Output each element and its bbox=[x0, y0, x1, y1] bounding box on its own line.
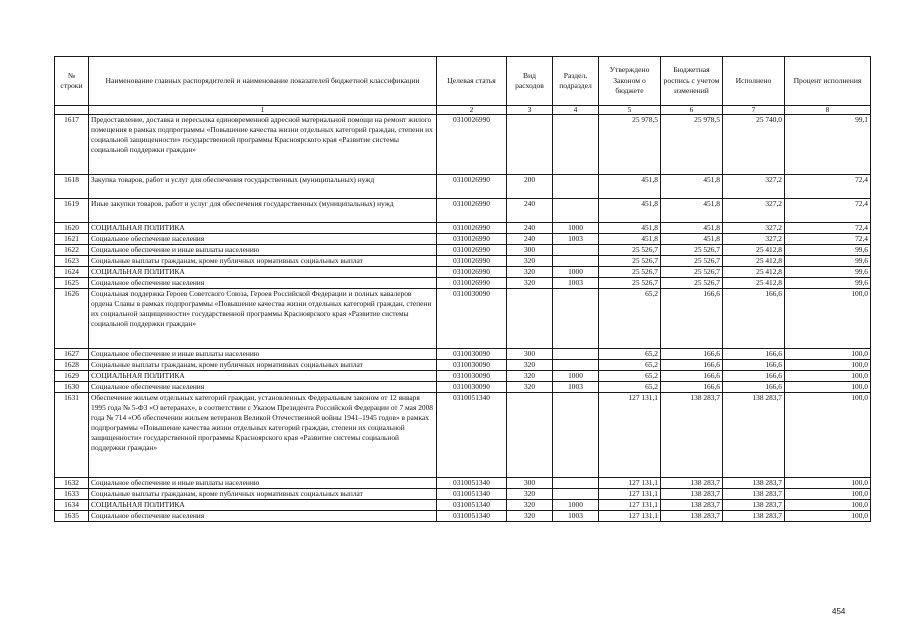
percent-cell: 100,0 bbox=[785, 289, 871, 349]
expense-type-cell: 320 bbox=[507, 267, 553, 278]
schedule-cell: 25 526,7 bbox=[661, 256, 723, 267]
executed-cell: 166,6 bbox=[723, 360, 785, 371]
header-expense-type: Вид расходов bbox=[507, 57, 553, 106]
name-cell: Социальные выплаты гражданам, кроме публичных нормативных социальных выплат bbox=[89, 360, 437, 371]
column-number: 6 bbox=[661, 106, 723, 115]
percent-cell: 72,4 bbox=[785, 234, 871, 245]
table-row bbox=[55, 115, 871, 175]
approved-cell: 25 526,7 bbox=[599, 267, 661, 278]
schedule-cell: 138 283,7 bbox=[661, 489, 723, 500]
expense-type-cell: 320 bbox=[507, 360, 553, 371]
column-number bbox=[55, 106, 89, 115]
percent-cell: 99,6 bbox=[785, 256, 871, 267]
name-cell: Социальное обеспечение населения bbox=[89, 511, 437, 522]
schedule-cell: 25 978,5 bbox=[661, 115, 723, 175]
section-cell bbox=[553, 478, 599, 489]
approved-cell: 25 526,7 bbox=[599, 256, 661, 267]
schedule-cell: 138 283,7 bbox=[661, 500, 723, 511]
name-cell: Социальная поддержка Героев Советского Союза, Героев Российской Федерации и полных кавалеров ордена Славы в рамках подпрограммы «Повышение качества жизни отдельных категорий граждан, степени их социальной защищенности» государственной программы Красноярского края «Развитие системы социальной поддержки граждан» bbox=[89, 289, 437, 349]
name-cell: СОЦИАЛЬНАЯ ПОЛИТИКА bbox=[89, 500, 437, 511]
schedule-cell: 166,6 bbox=[661, 371, 723, 382]
schedule-cell: 166,6 bbox=[661, 289, 723, 349]
row-number-cell: 1621 bbox=[55, 234, 89, 245]
header-row bbox=[55, 57, 871, 106]
table-row bbox=[55, 478, 871, 489]
table-row bbox=[55, 500, 871, 511]
percent-cell: 100,0 bbox=[785, 500, 871, 511]
row-number-cell: 1619 bbox=[55, 199, 89, 223]
expense-type-cell: 240 bbox=[507, 234, 553, 245]
row-number-cell: 1634 bbox=[55, 500, 89, 511]
expense-type-cell: 300 bbox=[507, 349, 553, 360]
name-cell: Социальное обеспечение и иные выплаты населению bbox=[89, 245, 437, 256]
name-cell: Социальное обеспечение населения bbox=[89, 278, 437, 289]
row-number-cell: 1627 bbox=[55, 349, 89, 360]
expense-type-cell bbox=[507, 393, 553, 478]
approved-cell: 25 978,5 bbox=[599, 115, 661, 175]
section-cell bbox=[553, 393, 599, 478]
percent-cell: 72,4 bbox=[785, 223, 871, 234]
row-number-cell: 1628 bbox=[55, 360, 89, 371]
column-number: 8 bbox=[785, 106, 871, 115]
schedule-cell: 451,8 bbox=[661, 234, 723, 245]
row-number-cell: 1635 bbox=[55, 511, 89, 522]
approved-cell: 65,2 bbox=[599, 360, 661, 371]
percent-cell: 99,6 bbox=[785, 278, 871, 289]
column-number: 3 bbox=[507, 106, 553, 115]
expense-type-cell: 320 bbox=[507, 256, 553, 267]
executed-cell: 138 283,7 bbox=[723, 489, 785, 500]
expense-type-cell bbox=[507, 115, 553, 175]
target-article-cell: 0310026990 bbox=[437, 199, 507, 223]
table-row bbox=[55, 371, 871, 382]
row-number-cell: 1633 bbox=[55, 489, 89, 500]
target-article-cell: 0310026990 bbox=[437, 245, 507, 256]
percent-cell: 99,6 bbox=[785, 245, 871, 256]
percent-cell: 100,0 bbox=[785, 349, 871, 360]
row-number-cell: 1630 bbox=[55, 382, 89, 393]
table-row bbox=[55, 234, 871, 245]
section-cell bbox=[553, 349, 599, 360]
section-cell bbox=[553, 360, 599, 371]
name-cell: Социальные выплаты гражданам, кроме публичных нормативных социальных выплат bbox=[89, 489, 437, 500]
approved-cell: 127 131,1 bbox=[599, 489, 661, 500]
header-schedule: Бюджетная роспись с учетом изменений bbox=[661, 57, 723, 106]
target-article-cell: 0310051340 bbox=[437, 500, 507, 511]
budget-report-sheet bbox=[54, 56, 870, 522]
name-cell: Социальное обеспечение населения bbox=[89, 382, 437, 393]
executed-cell: 138 283,7 bbox=[723, 511, 785, 522]
page-number: 454 bbox=[832, 607, 846, 616]
section-cell bbox=[553, 199, 599, 223]
percent-cell: 100,0 bbox=[785, 489, 871, 500]
percent-cell: 99,1 bbox=[785, 115, 871, 175]
schedule-cell: 451,8 bbox=[661, 199, 723, 223]
column-number: 1 bbox=[89, 106, 437, 115]
name-cell: Социальное обеспечение и иные выплаты населению bbox=[89, 478, 437, 489]
percent-cell: 100,0 bbox=[785, 382, 871, 393]
section-cell: 1000 bbox=[553, 371, 599, 382]
row-number-cell: 1626 bbox=[55, 289, 89, 349]
expense-type-cell: 320 bbox=[507, 511, 553, 522]
column-number-row bbox=[55, 106, 871, 115]
name-cell: Социальное обеспечение населения bbox=[89, 234, 437, 245]
target-article-cell: 0310051340 bbox=[437, 478, 507, 489]
executed-cell: 138 283,7 bbox=[723, 393, 785, 478]
executed-cell: 166,6 bbox=[723, 382, 785, 393]
schedule-cell: 138 283,7 bbox=[661, 478, 723, 489]
header-executed: Исполнено bbox=[723, 57, 785, 106]
target-article-cell: 0310026990 bbox=[437, 234, 507, 245]
column-number: 5 bbox=[599, 106, 661, 115]
target-article-cell: 0310030090 bbox=[437, 349, 507, 360]
target-article-cell: 0310026990 bbox=[437, 267, 507, 278]
target-article-cell: 0310026990 bbox=[437, 175, 507, 199]
section-cell bbox=[553, 175, 599, 199]
target-article-cell: 0310030090 bbox=[437, 360, 507, 371]
header-approved: Утверждено Законом о бюджете bbox=[599, 57, 661, 106]
executed-cell: 327,2 bbox=[723, 199, 785, 223]
table-row bbox=[55, 278, 871, 289]
percent-cell: 72,4 bbox=[785, 175, 871, 199]
table-row bbox=[55, 199, 871, 223]
table-row bbox=[55, 223, 871, 234]
table-row bbox=[55, 360, 871, 371]
table-row bbox=[55, 349, 871, 360]
executed-cell: 327,2 bbox=[723, 223, 785, 234]
expense-type-cell: 300 bbox=[507, 478, 553, 489]
approved-cell: 451,8 bbox=[599, 223, 661, 234]
target-article-cell: 0310051340 bbox=[437, 511, 507, 522]
percent-cell: 100,0 bbox=[785, 371, 871, 382]
expense-type-cell: 240 bbox=[507, 223, 553, 234]
section-cell: 1003 bbox=[553, 511, 599, 522]
percent-cell: 72,4 bbox=[785, 199, 871, 223]
table-row bbox=[55, 393, 871, 478]
percent-cell: 100,0 bbox=[785, 360, 871, 371]
section-cell: 1000 bbox=[553, 223, 599, 234]
table-row bbox=[55, 511, 871, 522]
approved-cell: 127 131,1 bbox=[599, 511, 661, 522]
executed-cell: 25 412,8 bbox=[723, 256, 785, 267]
approved-cell: 451,8 bbox=[599, 234, 661, 245]
executed-cell: 25 412,8 bbox=[723, 245, 785, 256]
budget-execution-table bbox=[54, 56, 871, 522]
schedule-cell: 25 526,7 bbox=[661, 278, 723, 289]
approved-cell: 451,8 bbox=[599, 199, 661, 223]
percent-cell: 99,6 bbox=[785, 267, 871, 278]
schedule-cell: 138 283,7 bbox=[661, 511, 723, 522]
approved-cell: 127 131,1 bbox=[599, 478, 661, 489]
name-cell: Обеспечение жильем отдельных категорий граждан, установленных Федеральным законом от 12 января 1995 года № 5-ФЗ «О ветеранах», в соответствии с Указом Президента Российской Федерации от 7 мая 2008 года № 714 «Об обеспечении жильем ветеранов Великой Отечественной войны 1941–1945 годов» в рамках подпрограммы «Повышение качества жизни отдельных категорий граждан, степени их социальной защищенности» государственной программы Красноярского края «Развитие системы социальной поддержки граждан» bbox=[89, 393, 437, 478]
section-cell: 1003 bbox=[553, 234, 599, 245]
header-row-number: № строки bbox=[55, 57, 89, 106]
header-section: Раздел, подраздел bbox=[553, 57, 599, 106]
table-row bbox=[55, 256, 871, 267]
section-cell bbox=[553, 245, 599, 256]
approved-cell: 65,2 bbox=[599, 371, 661, 382]
name-cell: СОЦИАЛЬНАЯ ПОЛИТИКА bbox=[89, 267, 437, 278]
executed-cell: 138 283,7 bbox=[723, 500, 785, 511]
approved-cell: 65,2 bbox=[599, 382, 661, 393]
percent-cell: 100,0 bbox=[785, 478, 871, 489]
name-cell: Закупка товаров, работ и услуг для обеспечения государственных (муниципальных) нужд bbox=[89, 175, 437, 199]
table-body bbox=[55, 115, 871, 522]
approved-cell: 25 526,7 bbox=[599, 245, 661, 256]
target-article-cell: 0310030090 bbox=[437, 382, 507, 393]
row-number-cell: 1620 bbox=[55, 223, 89, 234]
expense-type-cell: 320 bbox=[507, 371, 553, 382]
row-number-cell: 1624 bbox=[55, 267, 89, 278]
executed-cell: 25 740,0 bbox=[723, 115, 785, 175]
executed-cell: 327,2 bbox=[723, 234, 785, 245]
schedule-cell: 166,6 bbox=[661, 360, 723, 371]
table-row bbox=[55, 245, 871, 256]
executed-cell: 166,6 bbox=[723, 349, 785, 360]
table-row bbox=[55, 267, 871, 278]
section-cell bbox=[553, 289, 599, 349]
schedule-cell: 138 283,7 bbox=[661, 393, 723, 478]
approved-cell: 25 526,7 bbox=[599, 278, 661, 289]
row-number-cell: 1618 bbox=[55, 175, 89, 199]
section-cell: 1000 bbox=[553, 500, 599, 511]
target-article-cell: 0310026990 bbox=[437, 278, 507, 289]
executed-cell: 138 283,7 bbox=[723, 478, 785, 489]
row-number-cell: 1631 bbox=[55, 393, 89, 478]
target-article-cell: 0310051340 bbox=[437, 393, 507, 478]
section-cell bbox=[553, 256, 599, 267]
percent-cell: 100,0 bbox=[785, 393, 871, 478]
row-number-cell: 1632 bbox=[55, 478, 89, 489]
row-number-cell: 1625 bbox=[55, 278, 89, 289]
row-number-cell: 1629 bbox=[55, 371, 89, 382]
executed-cell: 25 412,8 bbox=[723, 267, 785, 278]
approved-cell: 127 131,1 bbox=[599, 393, 661, 478]
expense-type-cell: 320 bbox=[507, 489, 553, 500]
header-name: Наименование главных распорядителей и наименование показателей бюджетной классификации bbox=[89, 57, 437, 106]
schedule-cell: 25 526,7 bbox=[661, 267, 723, 278]
header-percent: Процент исполнения bbox=[785, 57, 871, 106]
schedule-cell: 166,6 bbox=[661, 349, 723, 360]
target-article-cell: 0310026990 bbox=[437, 223, 507, 234]
expense-type-cell: 320 bbox=[507, 500, 553, 511]
section-cell: 1000 bbox=[553, 267, 599, 278]
approved-cell: 65,2 bbox=[599, 289, 661, 349]
target-article-cell: 0310026990 bbox=[437, 115, 507, 175]
expense-type-cell: 240 bbox=[507, 199, 553, 223]
column-number: 7 bbox=[723, 106, 785, 115]
expense-type-cell: 200 bbox=[507, 175, 553, 199]
schedule-cell: 25 526,7 bbox=[661, 245, 723, 256]
executed-cell: 166,6 bbox=[723, 371, 785, 382]
column-number: 2 bbox=[437, 106, 507, 115]
row-number-cell: 1622 bbox=[55, 245, 89, 256]
section-cell bbox=[553, 489, 599, 500]
executed-cell: 166,6 bbox=[723, 289, 785, 349]
table-row bbox=[55, 489, 871, 500]
expense-type-cell: 320 bbox=[507, 278, 553, 289]
executed-cell: 327,2 bbox=[723, 175, 785, 199]
header-target-article: Целевая статья bbox=[437, 57, 507, 106]
row-number-cell: 1617 bbox=[55, 115, 89, 175]
section-cell: 1003 bbox=[553, 382, 599, 393]
column-number: 4 bbox=[553, 106, 599, 115]
expense-type-cell: 300 bbox=[507, 245, 553, 256]
expense-type-cell bbox=[507, 289, 553, 349]
percent-cell: 100,0 bbox=[785, 511, 871, 522]
section-cell: 1003 bbox=[553, 278, 599, 289]
name-cell: СОЦИАЛЬНАЯ ПОЛИТИКА bbox=[89, 371, 437, 382]
table-row bbox=[55, 289, 871, 349]
name-cell: СОЦИАЛЬНАЯ ПОЛИТИКА bbox=[89, 223, 437, 234]
name-cell: Социальное обеспечение и иные выплаты населению bbox=[89, 349, 437, 360]
name-cell: Иные закупки товаров, работ и услуг для обеспечения государственных (муниципальных) нужд bbox=[89, 199, 437, 223]
table-row bbox=[55, 175, 871, 199]
approved-cell: 127 131,1 bbox=[599, 500, 661, 511]
name-cell: Социальные выплаты гражданам, кроме публичных нормативных социальных выплат bbox=[89, 256, 437, 267]
target-article-cell: 0310030090 bbox=[437, 371, 507, 382]
section-cell bbox=[553, 115, 599, 175]
row-number-cell: 1623 bbox=[55, 256, 89, 267]
schedule-cell: 451,8 bbox=[661, 223, 723, 234]
target-article-cell: 0310051340 bbox=[437, 489, 507, 500]
approved-cell: 451,8 bbox=[599, 175, 661, 199]
target-article-cell: 0310030090 bbox=[437, 289, 507, 349]
expense-type-cell: 320 bbox=[507, 382, 553, 393]
table-row bbox=[55, 382, 871, 393]
schedule-cell: 451,8 bbox=[661, 175, 723, 199]
schedule-cell: 166,6 bbox=[661, 382, 723, 393]
target-article-cell: 0310026990 bbox=[437, 256, 507, 267]
name-cell: Предоставление, доставка и пересылка единовременной адресной материальной помощи на ремонт жилого помещения в рамках подпрограммы «Повышение качества жизни отдельных категорий граждан, степени их социальной защищенности» государственной программы Красноярского края «Развитие системы социальной поддержки граждан» bbox=[89, 115, 437, 175]
executed-cell: 25 412,8 bbox=[723, 278, 785, 289]
approved-cell: 65,2 bbox=[599, 349, 661, 360]
